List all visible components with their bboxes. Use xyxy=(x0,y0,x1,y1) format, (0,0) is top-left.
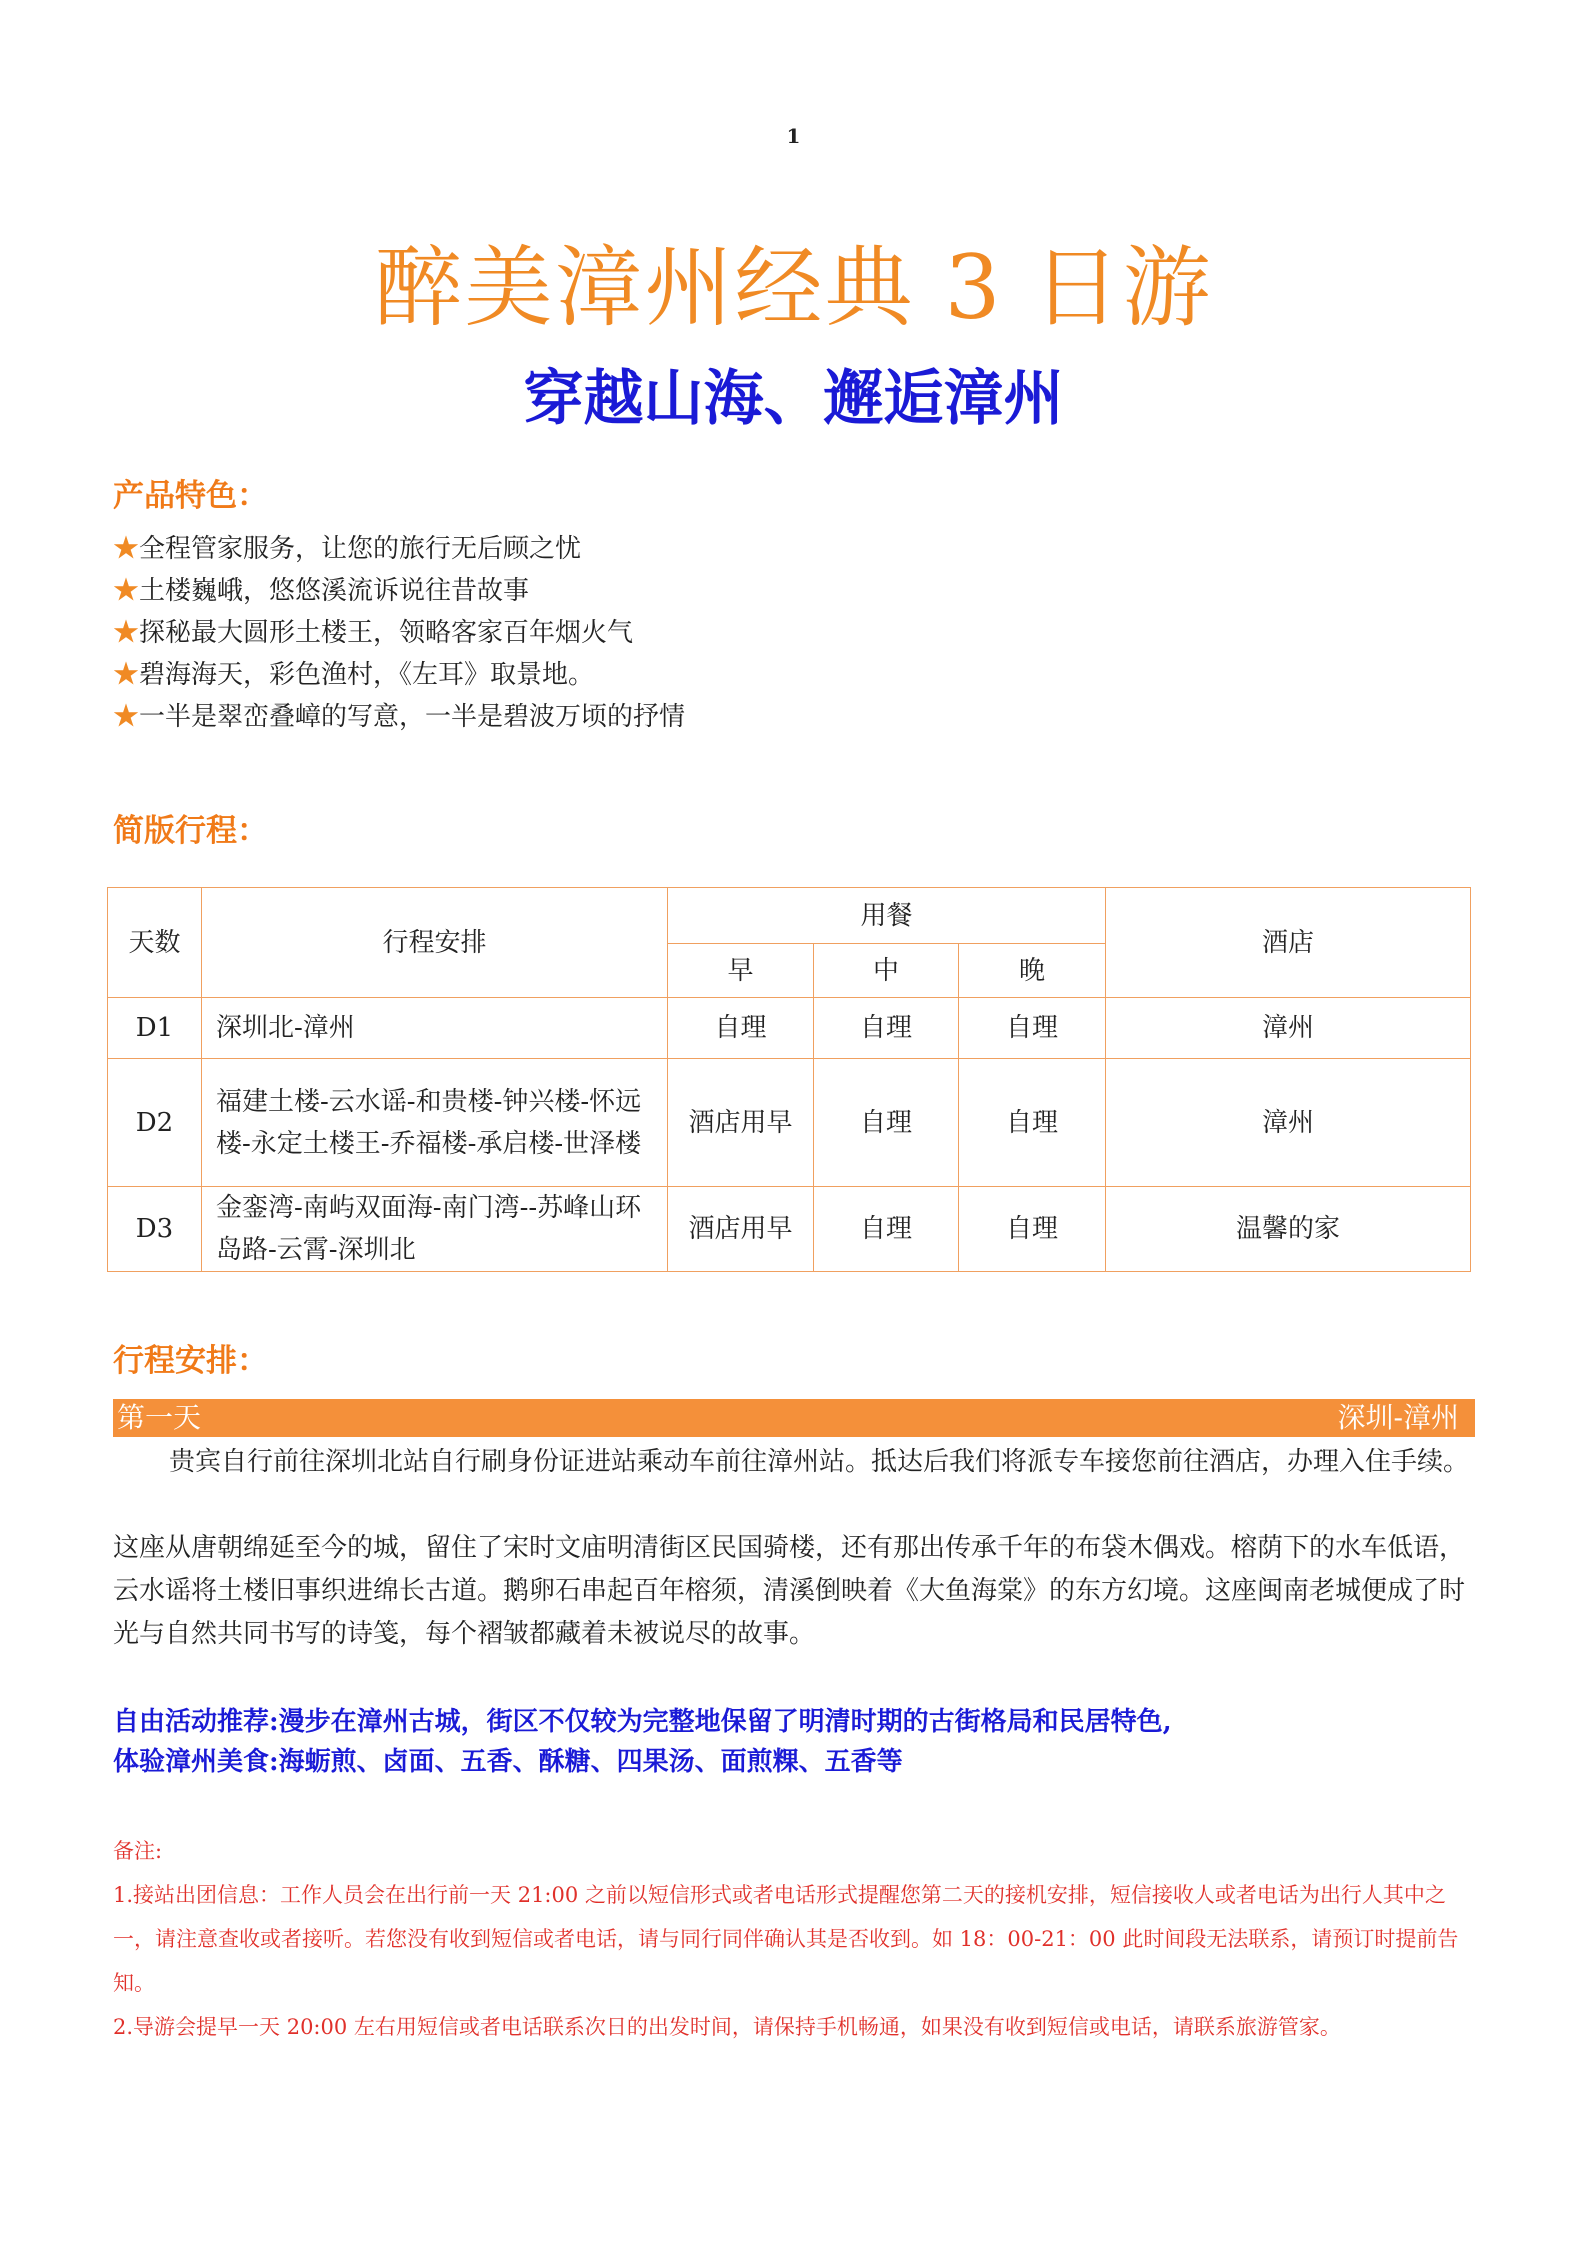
feature-item: ★全程管家服务，让您的旅行无后顾之忧 xyxy=(113,534,582,564)
table-row xyxy=(108,998,1471,1059)
day1-paragraph-2: 这座从唐朝绵延至今的城，留住了宋时文庙明清街区民国骑楼，还有那出传承千年的布袋木偶戏。榕荫下的水车低语，云水谣将土楼旧事织进绵长古道。鹅卵石串起百年榕须，清溪倒映着《大鱼海棠》的东方幻境。这座闽南老城便成了时光与自然共同书写的诗笺，每个褶皱都藏着未被说尽的故事。 xyxy=(113,1533,1466,1649)
cell-lunch: 自理 xyxy=(814,1187,959,1272)
header-route: 行程安排 xyxy=(202,888,668,998)
cell-hotel: 漳州 xyxy=(1106,998,1471,1059)
feature-item: ★探秘最大圆形土楼王，领略客家百年烟火气 xyxy=(113,618,634,648)
cell-route: 深圳北-漳州 xyxy=(202,998,668,1059)
page-title: 醉美漳州经典 3 日游 xyxy=(374,236,1213,339)
cell-hotel: 漳州 xyxy=(1106,1059,1471,1187)
cell-breakfast: 酒店用早 xyxy=(668,1187,814,1272)
header-day: 天数 xyxy=(108,888,202,998)
notes-heading: 备注: xyxy=(113,1839,163,1863)
note-item-2: 2.导游会提早一天 20:00 左右用短信或者电话联系次日的出发时间，请保持手机畅通，如果没有收到短信或电话，请联系旅游管家。 xyxy=(113,2015,1341,2039)
day1-bar xyxy=(113,1399,1475,1437)
cell-dinner: 自理 xyxy=(959,1187,1106,1272)
header-dinner: 晚 xyxy=(959,944,1106,998)
cell-day: D2 xyxy=(108,1059,202,1187)
page-subtitle: 穿越山海、邂逅漳州 xyxy=(523,364,1064,434)
star-icon: ★ xyxy=(113,534,140,564)
table-row xyxy=(108,1187,1471,1272)
day1-label: 第一天 xyxy=(117,1401,202,1434)
schedule-heading: 行程安排： xyxy=(113,1343,268,1379)
feature-item: ★土楼巍峨，悠悠溪流诉说往昔故事 xyxy=(113,576,530,606)
cell-day: D1 xyxy=(108,998,202,1059)
star-icon: ★ xyxy=(113,618,140,648)
feature-item: ★一半是翠峦叠嶂的写意，一半是碧波万顷的抒情 xyxy=(113,702,686,732)
brief-itinerary-heading: 简版行程： xyxy=(113,813,268,849)
feature-item: ★碧海海天，彩色渔村，《左耳》取景地。 xyxy=(113,660,595,690)
header-breakfast: 早 xyxy=(668,944,814,998)
features-list xyxy=(113,528,685,738)
cell-hotel: 温馨的家 xyxy=(1106,1187,1471,1272)
star-icon: ★ xyxy=(113,660,140,690)
cell-breakfast: 酒店用早 xyxy=(668,1059,814,1187)
header-lunch: 中 xyxy=(814,944,959,998)
page-number: 1 xyxy=(786,124,801,148)
header-hotel: 酒店 xyxy=(1106,888,1471,998)
table-row xyxy=(108,1059,1471,1187)
features-heading: 产品特色： xyxy=(113,478,268,514)
header-meals: 用餐 xyxy=(668,888,1106,944)
cell-dinner: 自理 xyxy=(959,1059,1106,1187)
free-activity-text: 自由活动推荐:漫步在漳州古城，街区不仅较为完整地保留了明清时期的古街格局和民居特色, xyxy=(113,1707,1172,1737)
cell-dinner: 自理 xyxy=(959,998,1106,1059)
food-text: 体验漳州美食:海蛎煎、卤面、五香、酥糖、四果汤、面煎粿、五香等 xyxy=(113,1747,903,1777)
cell-breakfast: 自理 xyxy=(668,998,814,1059)
cell-route: 金銮湾-南屿双面海-南门湾--苏峰山环岛路-云霄-深圳北 xyxy=(202,1187,668,1272)
star-icon: ★ xyxy=(113,702,140,732)
cell-day: D3 xyxy=(108,1187,202,1272)
star-icon: ★ xyxy=(113,576,140,606)
day1-route: 深圳-漳州 xyxy=(1337,1401,1459,1434)
note-item-1: 1.接站出团信息：工作人员会在出行前一天 21:00 之前以短信形式或者电话形式提醒您第二天的接机安排，短信接收人或者电话为出行人其中之一，请注意查收或者接听。若您没有收到短信或者电话，请与同行同伴确认其是否收到。如 18：00-21：00 此时间段无法联系，请预订时提前告知。 xyxy=(113,1883,1459,1995)
day1-paragraph-1: 贵宾自行前往深圳北站自行刷身份证进站乘动车前往漳州站。抵达后我们将派专车接您前往酒店，办理入住手续。 xyxy=(169,1447,1470,1477)
cell-lunch: 自理 xyxy=(814,998,959,1059)
itinerary-table xyxy=(107,887,1471,1272)
cell-lunch: 自理 xyxy=(814,1059,959,1187)
cell-route: 福建土楼-云水谣-和贵楼-钟兴楼-怀远楼-永定土楼王-乔福楼-承启楼-世泽楼 xyxy=(202,1059,668,1187)
